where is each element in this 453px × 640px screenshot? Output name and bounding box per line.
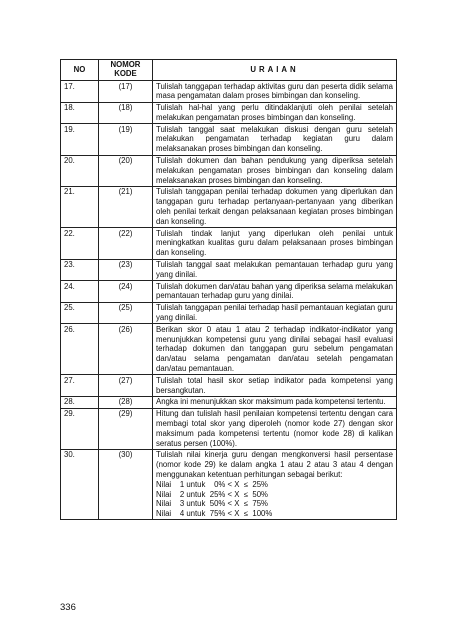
row-kode: (23): [99, 259, 153, 281]
table-row: [61, 81, 397, 103]
row-uraian-text: Tulislah tanggapan penilai terhadap dokumen yang diperlukan dan tanggapan guru terhadap pertanyaan-pertanyaan yang diberikan oleh penilai terkait dengan pelaksanaan kegiatan proses bimbingan dan konseling.: [156, 187, 393, 226]
score-conversion-row: Nilai 1 untuk 0% < X ≤ 25%: [156, 479, 268, 489]
row-uraian: [153, 324, 397, 375]
page-number: 336: [60, 602, 76, 613]
row-number: 24.: [61, 281, 99, 303]
row-number: 25.: [61, 302, 99, 324]
table-row: [61, 102, 397, 124]
header-kode: KODE: [114, 69, 137, 78]
row-kode: (29): [99, 408, 153, 449]
row-uraian-text: Tulislah hal-hal yang perlu ditindaklanjuti oleh penilai setelah melakukan pengamatan proses bimbingan dan konseling.: [156, 103, 393, 122]
table-row: [61, 124, 397, 155]
row-uraian: [153, 259, 397, 281]
row-number: 30.: [61, 449, 99, 520]
row-uraian-text: Tulislah tanggapan terhadap aktivitas guru dan peserta didik selama masa pengamatan dalam proses bimbingan dan konseling.: [156, 81, 393, 101]
row-number: 21.: [61, 186, 99, 227]
table-row: [61, 259, 397, 281]
row-number: 17.: [61, 81, 99, 103]
row-uraian: [153, 396, 397, 408]
row-uraian: [153, 186, 397, 227]
row-kode: (27): [99, 375, 153, 397]
row-uraian-text: Hitung dan tulislah hasil penilaian kompetensi tertentu dengan cara membagi total skor yang diperoleh (nomor kode 27) dengan skor maksimum pada kompetensi tertentu (nomor kode 28) di kalikan seratus persen (100%).: [156, 409, 393, 448]
row-number: 27.: [61, 375, 99, 397]
row-uraian-text: Tulislah dokumen dan/atau bahan yang diperiksa selama melakukan pemantauan terhadap guru yang dinilai.: [156, 281, 393, 301]
table-row: [61, 396, 397, 408]
row-uraian: [153, 281, 397, 303]
row-uraian-text: Tulislah tindak lanjut yang diperlukan oleh penilai untuk meningkatkan kualitas guru dalam pelaksanaan proses bimbingan dan konseling.: [156, 228, 393, 258]
row-uraian: [153, 155, 397, 186]
row-uraian-text: Tulislah total hasil skor setiap indikator pada kompetensi yang bersangkutan.: [156, 375, 393, 395]
score-conversion-row: Nilai 2 untuk 25% < X ≤ 50%: [156, 489, 268, 499]
header-no: NO: [61, 60, 99, 81]
table-header-row: [61, 60, 397, 81]
row-number: 19.: [61, 124, 99, 155]
row-kode: (26): [99, 324, 153, 375]
row-kode: (17): [99, 81, 153, 103]
row-number: 28.: [61, 396, 99, 408]
table-row: [61, 302, 397, 324]
row-uraian-text: Berikan skor 0 atau 1 atau 2 terhadap indikator-indikator yang menunjukkan kompetensi guru yang dinilai sebagai hasil evaluasi terhadap dokumen dan tanggapan guru sebelum pengamatan dan/atau selama pengamatan dan/atau setelah pengamatan dan/atau pemantauan.: [156, 324, 393, 374]
row-kode: (21): [99, 186, 153, 227]
row-number: 20.: [61, 155, 99, 186]
row-uraian: [153, 124, 397, 155]
header-nomor-kode: [99, 60, 153, 81]
table-row: [61, 324, 397, 375]
table-body: [61, 81, 397, 520]
table-row: [61, 375, 397, 397]
header-nomor: NOMOR: [110, 60, 141, 70]
row-kode: (25): [99, 302, 153, 324]
row-uraian-text: Tulislah tanggal saat melakukan pemantauan terhadap guru yang yang dinilai.: [156, 260, 393, 279]
row-uraian-text: Tulislah dokumen dan bahan pendukung yang diperiksa setelah melakukan pengamatan proses bimbingan dan konseling dalam melaksanakan proses bimbingan dan konseling.: [156, 156, 393, 185]
row-kode: (28): [99, 396, 153, 408]
table-row: [61, 449, 397, 520]
row-kode: (24): [99, 281, 153, 303]
row-uraian: [153, 81, 397, 103]
row-uraian: [153, 449, 397, 520]
table-row: [61, 408, 397, 449]
row-uraian-text: Tulislah tanggal saat melakukan diskusi dengan guru setelah melakukan pengamatan terhadap kegiatan guru dalam melaksanakan proses bimbingan dan konseling.: [156, 124, 393, 154]
row-kode: (30): [99, 449, 153, 520]
score-conversion-row: Nilai 4 untuk 75% < X ≤ 100%: [156, 509, 273, 519]
row-kode: (18): [99, 102, 153, 124]
row-kode: (19): [99, 124, 153, 155]
table-row: [61, 186, 397, 227]
row-uraian: [153, 302, 397, 324]
row-number: 23.: [61, 259, 99, 281]
row-uraian: [153, 375, 397, 397]
row-uraian-text: Tulislah nilai kinerja guru dengan mengkonversi hasil persentase (nomor kode 29) ke dalam angka 1 atau 2 atau 3 atau 4 dengan menggunakan ketentuan perhitungan sebagai berikut:: [156, 450, 393, 479]
row-uraian: [153, 102, 397, 124]
score-conversion-row: Nilai 3 untuk 50% < X ≤ 75%: [156, 499, 268, 509]
uraian-table: [60, 59, 397, 520]
row-number: 18.: [61, 102, 99, 124]
row-number: 29.: [61, 408, 99, 449]
row-kode: (20): [99, 155, 153, 186]
row-number: 26.: [61, 324, 99, 375]
table-row: [61, 228, 397, 259]
row-number: 22.: [61, 228, 99, 259]
header-uraian: URAIAN: [153, 60, 397, 81]
row-uraian: [153, 228, 397, 259]
row-uraian-text: Tulislah tanggapan penilai terhadap hasil pemantauan kegiatan guru yang dinilai.: [156, 303, 393, 323]
row-uraian-text: Angka ini menunjukkan skor maksimum pada kompetensi tertentu.: [156, 397, 386, 407]
row-uraian: [153, 408, 397, 449]
table-row: [61, 281, 397, 303]
table-row: [61, 155, 397, 186]
row-kode: (22): [99, 228, 153, 259]
